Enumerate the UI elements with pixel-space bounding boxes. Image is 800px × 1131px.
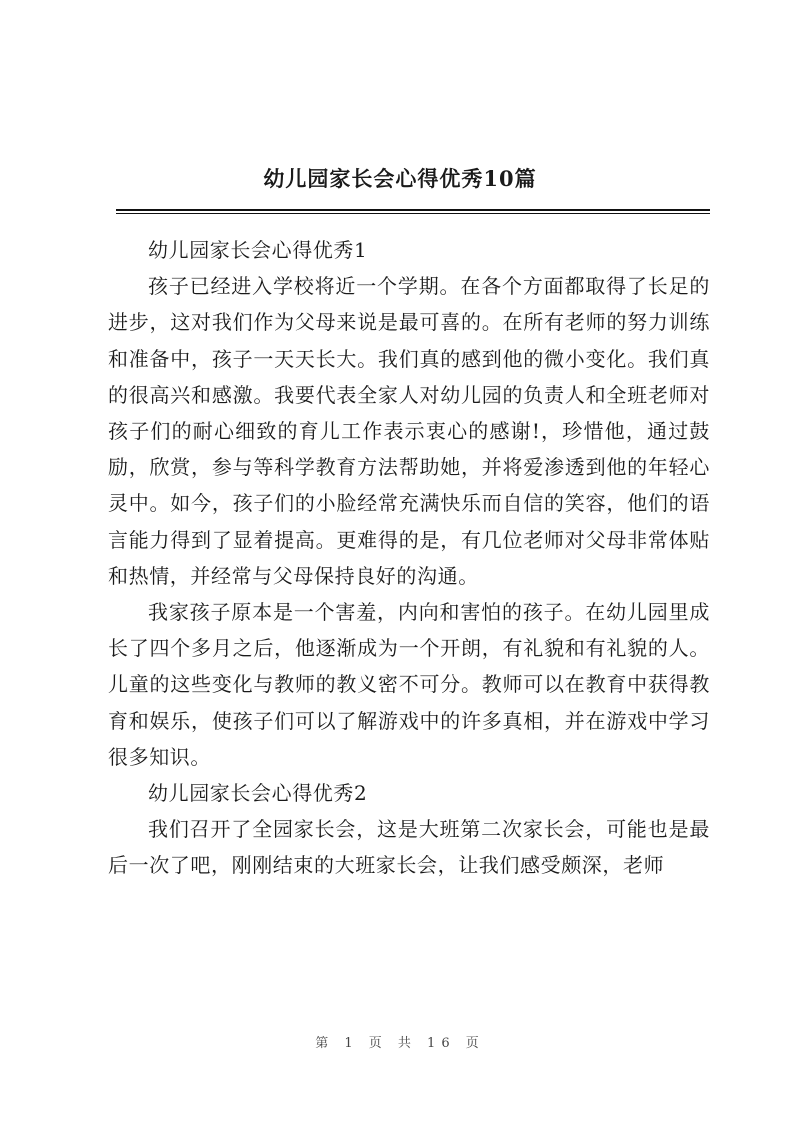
document-title: 幼儿园家长会心得优秀10篇 (263, 166, 537, 191)
section-1-paragraph-1: 孩子已经进入学校将近一个学期。在各个方面都取得了长足的进步，这对我们作为父母来说是最可喜的。在所有老师的努力训练和准备中，孩子一天天长大。我们真的感到他的微小变化。我们真的很高兴和感激。我要代表全家人对幼儿园的负责人和全班老师对孩子们的耐心细致的育儿工作表示衷心的感谢!，珍惜他，通过鼓励，欣赏，参与等科学教育方法帮助她，并将爱渗透到他的年轻心灵中。如今，孩子们的小脸经常充满快乐而自信的笑容，他们的语言能力得到了显着提高。更难得的是，有几位老师对父母非常体贴和热情，并经常与父母保持良好的沟通。 (108, 274, 710, 588)
section-heading-1: 幼儿园家长会心得优秀1 (148, 238, 368, 262)
section-heading-2: 幼儿园家长会心得优秀2 (148, 781, 368, 806)
section-1-paragraph-2: 我家孩子原本是一个害羞，内向和害怕的孩子。在幼儿园里成长了四个多月之后，他逐渐成为一个开朗，有礼貌和有礼貌的人。儿童的这些变化与教师的教义密不可分。教师可以在教育中获得教育和娱乐，使孩子们可以了解游戏中的许多真相，并在游戏中学习很多知识。 (108, 600, 710, 769)
title-divider-thin (116, 213, 710, 214)
page-footer: 第 1 页 共 16 页 (315, 1036, 485, 1051)
section-2-paragraph-1: 我们召开了全园家长会，这是大班第二次家长会，可能也是最后一次了吧，刚刚结束的大班家长会，让我们感受颇深，老师 (108, 817, 710, 878)
title-divider-thick (116, 209, 710, 211)
document-body (108, 232, 710, 884)
